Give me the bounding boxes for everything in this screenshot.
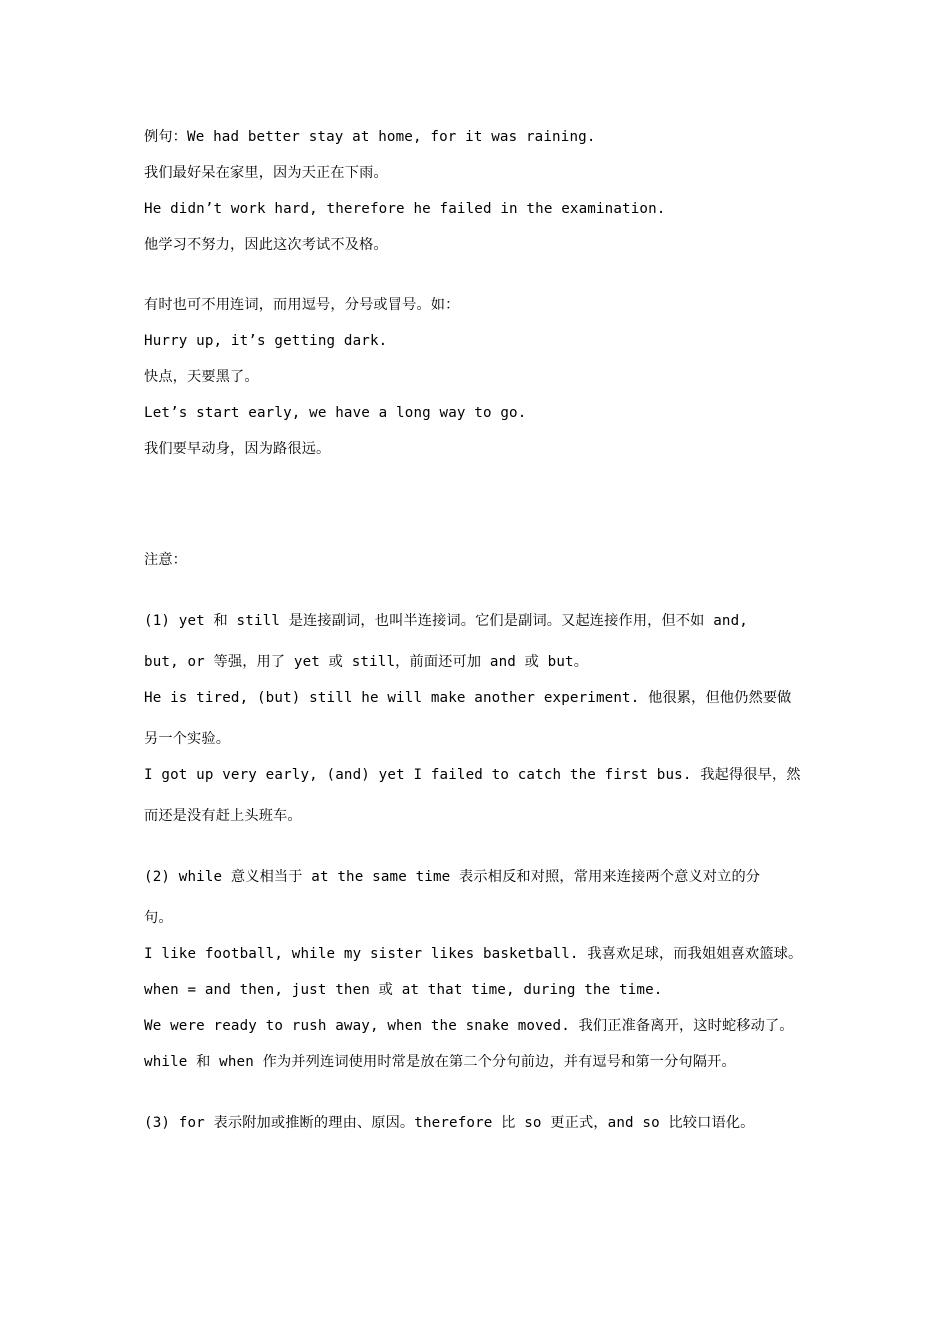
note-3-line-1: (3) for 表示附加或推断的理由、原因。therefore 比 so 更正式，and so 比较口语化。 <box>144 1115 755 1131</box>
note-2-example-1: I like football, while my sister likes basketball. 我喜欢足球，而我姐姐喜欢篮球。 <box>144 946 803 962</box>
example-translation-2: 他学习不努力，因此这次考试不及格。 <box>144 237 388 253</box>
note-2-usage: while 和 when 作为并列连词使用时常是放在第二个分句前边，并有逗号和第一分句隔开。 <box>144 1054 736 1070</box>
no-conjunction-note: 有时也可不用连词，而用逗号，分号或冒号。如： <box>144 297 460 313</box>
note-1-example-1-cont: 另一个实验。 <box>144 731 231 747</box>
note-2-line-1: (2) while 意义相当于 at the same time 表示相反和对照，常用来连接两个意义对立的分 <box>144 869 761 885</box>
example-sentence-4: Let’s start early, we have a long way to go. <box>144 405 527 421</box>
note-2-when-definition: when = and then, just then 或 at that time, during the time. <box>144 982 663 998</box>
note-1-line-2: but, or 等强，用了 yet 或 still，前面还可加 and 或 but。 <box>144 654 589 670</box>
example-translation-4: 我们要早动身，因为路很远。 <box>144 441 331 457</box>
example-sentence-3: Hurry up, it’s getting dark. <box>144 333 388 349</box>
example-translation-3: 快点，天要黑了。 <box>144 369 259 385</box>
note-1-example-2-cont: 而还是没有赶上头班车。 <box>144 808 302 824</box>
example-sentence-2: He didn’t work hard, therefore he failed in the examination. <box>144 201 666 217</box>
example-translation-1: 我们最好呆在家里，因为天正在下雨。 <box>144 165 388 181</box>
note-heading: 注意： <box>144 552 188 568</box>
example-sentence-1: 例句：We had better stay at home, for it was raining. <box>144 129 596 145</box>
note-1-example-2: I got up very early, (and) yet I failed to catch the first bus. 我起得很早，然 <box>144 767 801 783</box>
note-2-line-2: 句。 <box>144 910 173 926</box>
note-2-example-2: We were ready to rush away, when the snake moved. 我们正准备离开，这时蛇移动了。 <box>144 1018 794 1034</box>
note-1-line-1: (1) yet 和 still 是连接副词，也叫半连接词。它们是副词。又起连接作用，但不如 and, <box>144 613 748 629</box>
note-1-example-1: He is tired, (but) still he will make another experiment. 他很累，但他仍然要做 <box>144 690 792 706</box>
